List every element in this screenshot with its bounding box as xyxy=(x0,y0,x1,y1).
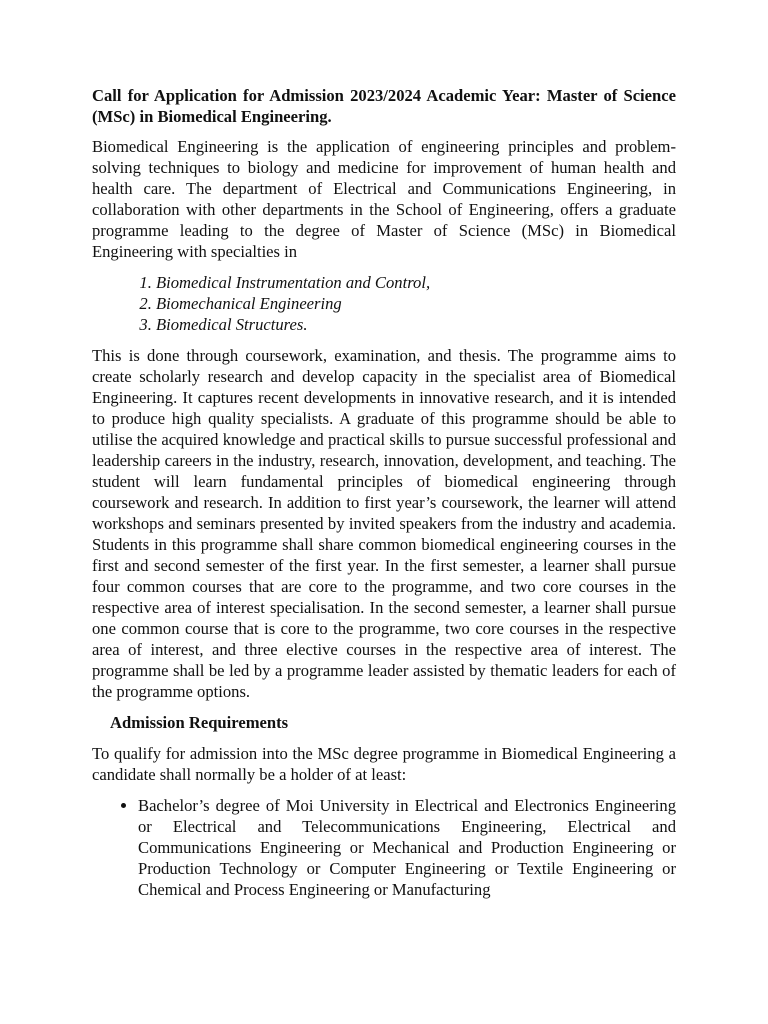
list-item: 2. Biomechanical Engineering xyxy=(156,293,676,314)
list-item: • Bachelor’s degree of Moi University in Electrical and Electronics Engineering or Electrical and Telecommunications Engineering, Electrical and Communications Engineering or Mechanical and Production Engineering or Production Technology or Computer Engineering or Textile Engineering or Chemical and Process Engineering or Manufacturing xyxy=(138,795,676,900)
document-title: Call for Application for Admission 2023/2024 Academic Year: Master of Science (MSc) in Biomedical Engineering. xyxy=(92,86,676,126)
list-item: 1. Biomedical Instrumentation and Control, xyxy=(156,272,676,293)
admission-intro: To qualify for admission into the MSc degree programme in Biomedical Engineering a candidate shall normally be a holder of at least: xyxy=(92,744,676,784)
list-item: 3. Biomedical Structures. xyxy=(156,314,676,335)
requirements-list xyxy=(92,795,676,900)
programme-paragraph: This is done through coursework, examination, and thesis. The programme aims to create scholarly research and develop capacity in the specialist area of Biomedical Engineering. It captures recent developments in innovative research, and it is intended to produce high quality specialists. A graduate of this programme should be able to utilise the acquired knowledge and practical skills to pursue successful professional and leadership careers in the industry, research, innovation, development, and teaching. The student will learn fundamental principles of biomedical engineering through coursework and research. In addition to first year’s coursework, the learner will attend workshops and seminars presented by invited speakers from the industry and academia. Students in this programme shall share common biomedical engineering courses in the first and second semester of the first year. In the first semester, a learner shall pursue four common courses that are core to the programme, and two core courses in the respective area of interest specialisation. In the second semester, a learner shall pursue one common course that is core to the programme, two core courses in the respective area of interest, and three elective courses in the respective area of interest. The programme shall be led by a programme leader assisted by thematic leaders for each of the programme options. xyxy=(92,346,676,701)
admission-heading: Admission Requirements xyxy=(110,713,289,732)
intro-paragraph: Biomedical Engineering is the application of engineering principles and problem-solving techniques to biology and medicine for improvement of human health and health care. The department of Electrical and Communications Engineering, in collaboration with other departments in the School of Engineering, offers a graduate programme leading to the degree of Master of Science (MSc) in Biomedical Engineering with specialties in xyxy=(92,137,676,261)
specialties-list xyxy=(92,272,676,335)
